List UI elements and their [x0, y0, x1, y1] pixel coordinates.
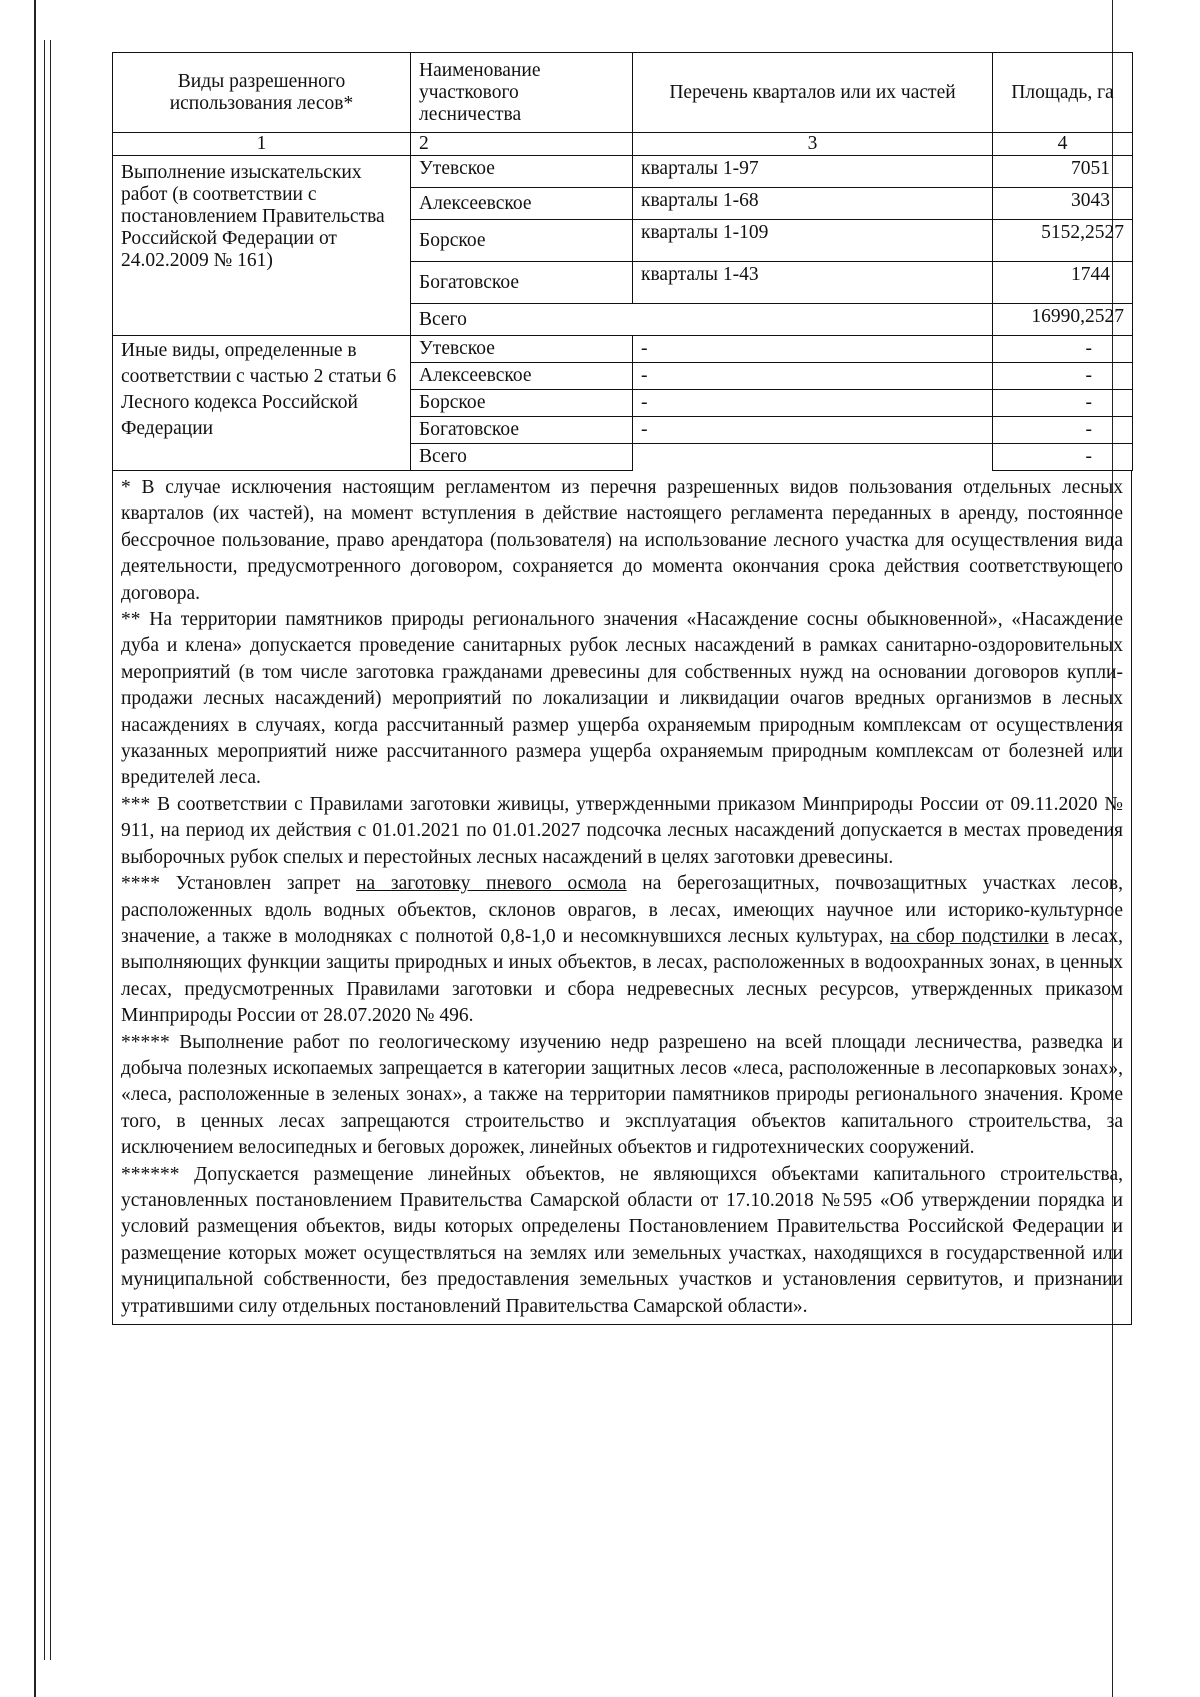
- header-quarters: Перечень кварталов или их частей: [633, 53, 993, 133]
- forest-use-table: [112, 52, 1133, 471]
- footnote-4-part: на берегозащитных, почвозащитных участках лесов, расположенных вдоль водных объектов, склонов оврагов, в лесах, имеющих научное или историко-культурное значение, а также в молодняках с полнотой 0,8-1,0 и несомкнувшихся лесных культурах,: [121, 873, 1123, 947]
- total-label: Всего: [411, 304, 993, 336]
- forestry-cell: Борское: [411, 220, 633, 262]
- total-area: 16990,2527: [993, 304, 1133, 336]
- header-area: Площадь, га: [993, 53, 1133, 133]
- table-row: [113, 336, 1133, 363]
- quarters-cell: кварталы 1-97: [633, 156, 993, 188]
- footnote-4-part: в лесах, выполняющих функции защиты природных и иных объектов, в лесах, расположенных в водоохранных зонах, в ценных лесах, предусмотренных Правилами заготовки и сбора недревесных лесных ресурсов, утвержденных приказом Минприроды России от 28.07.2020 № 496.: [121, 925, 1123, 1027]
- footnote-5: ***** Выполнение работ по геологическому изучению недр разрешено на всей площади лесничества, разведка и добыча полезных ископаемых запрещается в категории защитных лесов «леса, расположенные в лесопарковых зонах», «леса, расположенные в зеленых зонах», а также на территории памятников природы регионального значения. Кроме того, в ценных лесах запрещаются строительство и эксплуатация объектов капитального строительства, за исключением велосипедных и беговых дорожек, линейных объектов и гидротехнических сооружений.: [121, 1031, 1123, 1159]
- quarters-cell: кварталы 1-109: [633, 220, 993, 262]
- scan-edge-line-left-3: [50, 40, 51, 1660]
- scan-edge-line-left-1: [34, 0, 36, 1697]
- footnote-2: ** На территории памятников природы регионального значения «Насаждение сосны обыкновенной», «Насаждение дуба и клена» допускается проведение санитарных рубок лесных насаждений в рамках санитарно-оздоровительных мероприятий (в том числе заготовка гражданами древесины для собственных нужд на основании договоров купли-продажи лесных насаждений) мероприятий по локализации и ликвидации очагов вредных организмов в лесных насаждениях в случаях, когда рассчитанный размер ущерба охраняемым природным комплексам от осуществления указанных мероприятий ниже рассчитанного размера ущерба охраняемым природным комплексам от болезней или вредителей леса.: [121, 609, 1123, 789]
- table-row: [113, 156, 1133, 188]
- footnote-3: *** В соответствии с Правилами заготовки живицы, утвержденными приказом Минприроды России от 09.11.2020 № 911, на период их действия с 01.01.2021 по 01.01.2027 подсочка лесных насаждений допускается в местах проведения выборочных рубок спелых и перестойных лесных насаждений в целях заготовки древесины.: [121, 793, 1123, 868]
- col-number: 3: [633, 133, 993, 156]
- area-cell: -: [993, 363, 1133, 390]
- footnote-4: [121, 871, 1123, 1029]
- forestry-cell: Борское: [411, 390, 633, 417]
- forestry-cell: Богатовское: [411, 417, 633, 444]
- table-header-row: [113, 53, 1133, 133]
- footnote-1: * В случае исключения настоящим регламентом из перечня разрешенных видов пользования отдельных лесных кварталов (их частей), на момент вступления в действие настоящего регламента переданных в аренду, постоянное бессрочное пользование, право арендатора (пользователя) на использование лесного участка для осуществления вида деятельности, предусмотренного договором, сохраняется до момента окончания срока действия соответствующего договора.: [121, 477, 1123, 604]
- header-forestry: Наименование участкового лесничества: [411, 53, 633, 133]
- quarters-cell: -: [633, 417, 993, 444]
- footnote-4-part: **** Установлен запрет: [121, 873, 357, 895]
- scan-edge-line-left-2: [44, 40, 45, 1660]
- footnote-4-underlined: на заготовку пневого осмола: [356, 873, 627, 895]
- area-cell: -: [993, 417, 1133, 444]
- footnote-4-underlined: на сбор подстилки: [890, 925, 1049, 947]
- area-cell: 3043: [993, 188, 1133, 220]
- col-number: 2: [411, 133, 633, 156]
- quarters-cell: кварталы 1-68: [633, 188, 993, 220]
- total-area: -: [993, 444, 1133, 471]
- quarters-cell: -: [633, 390, 993, 417]
- quarters-cell: -: [633, 336, 993, 363]
- header-use-type: Виды разрешенного использования лесов*: [113, 53, 411, 133]
- area-cell: 5152,2527: [993, 220, 1133, 262]
- quarters-cell: кварталы 1-43: [633, 262, 993, 304]
- forestry-cell: Утевское: [411, 336, 633, 363]
- area-cell: -: [993, 336, 1133, 363]
- document-body: [112, 52, 1132, 1325]
- col-number: 1: [113, 133, 411, 156]
- use-type-survey-work: Выполнение изыскательских работ (в соответствии с постановлением Правительства Российской Федерации от 24.02.2009 № 161): [113, 156, 411, 336]
- footnotes: [112, 471, 1132, 1325]
- col-number: 4: [993, 133, 1133, 156]
- column-number-row: [113, 133, 1133, 156]
- forestry-cell: Алексеевское: [411, 363, 633, 390]
- area-cell: 1744: [993, 262, 1133, 304]
- forestry-cell: Утевское: [411, 156, 633, 188]
- forestry-cell: Богатовское: [411, 262, 633, 304]
- quarters-cell: -: [633, 363, 993, 390]
- footnote-6: ****** Допускается размещение линейных объектов, не являющихся объектами капитального строительства, установленных постановлением Правительства Самарской области от 17.10.2018 №595 «Об утверждении порядка и условий размещения объектов, виды которых определены Постановлением Правительства Российской Федерации и размещение которых может осуществляться на землях или земельных участках, находящихся в государственной или муниципальной собственности, без предоставления земельных участков и установления сервитутов, и признании утратившими силу отдельных постановлений Правительства Самарской области».: [121, 1163, 1123, 1317]
- use-type-other: Иные виды, определенные в соответствии с частью 2 статьи 6 Лесного кодекса Российской Федерации: [113, 336, 411, 471]
- quarters-cell-empty: [633, 444, 993, 471]
- forestry-cell: Алексеевское: [411, 188, 633, 220]
- total-label: Всего: [411, 444, 633, 471]
- area-cell: 7051: [993, 156, 1133, 188]
- area-cell: -: [993, 390, 1133, 417]
